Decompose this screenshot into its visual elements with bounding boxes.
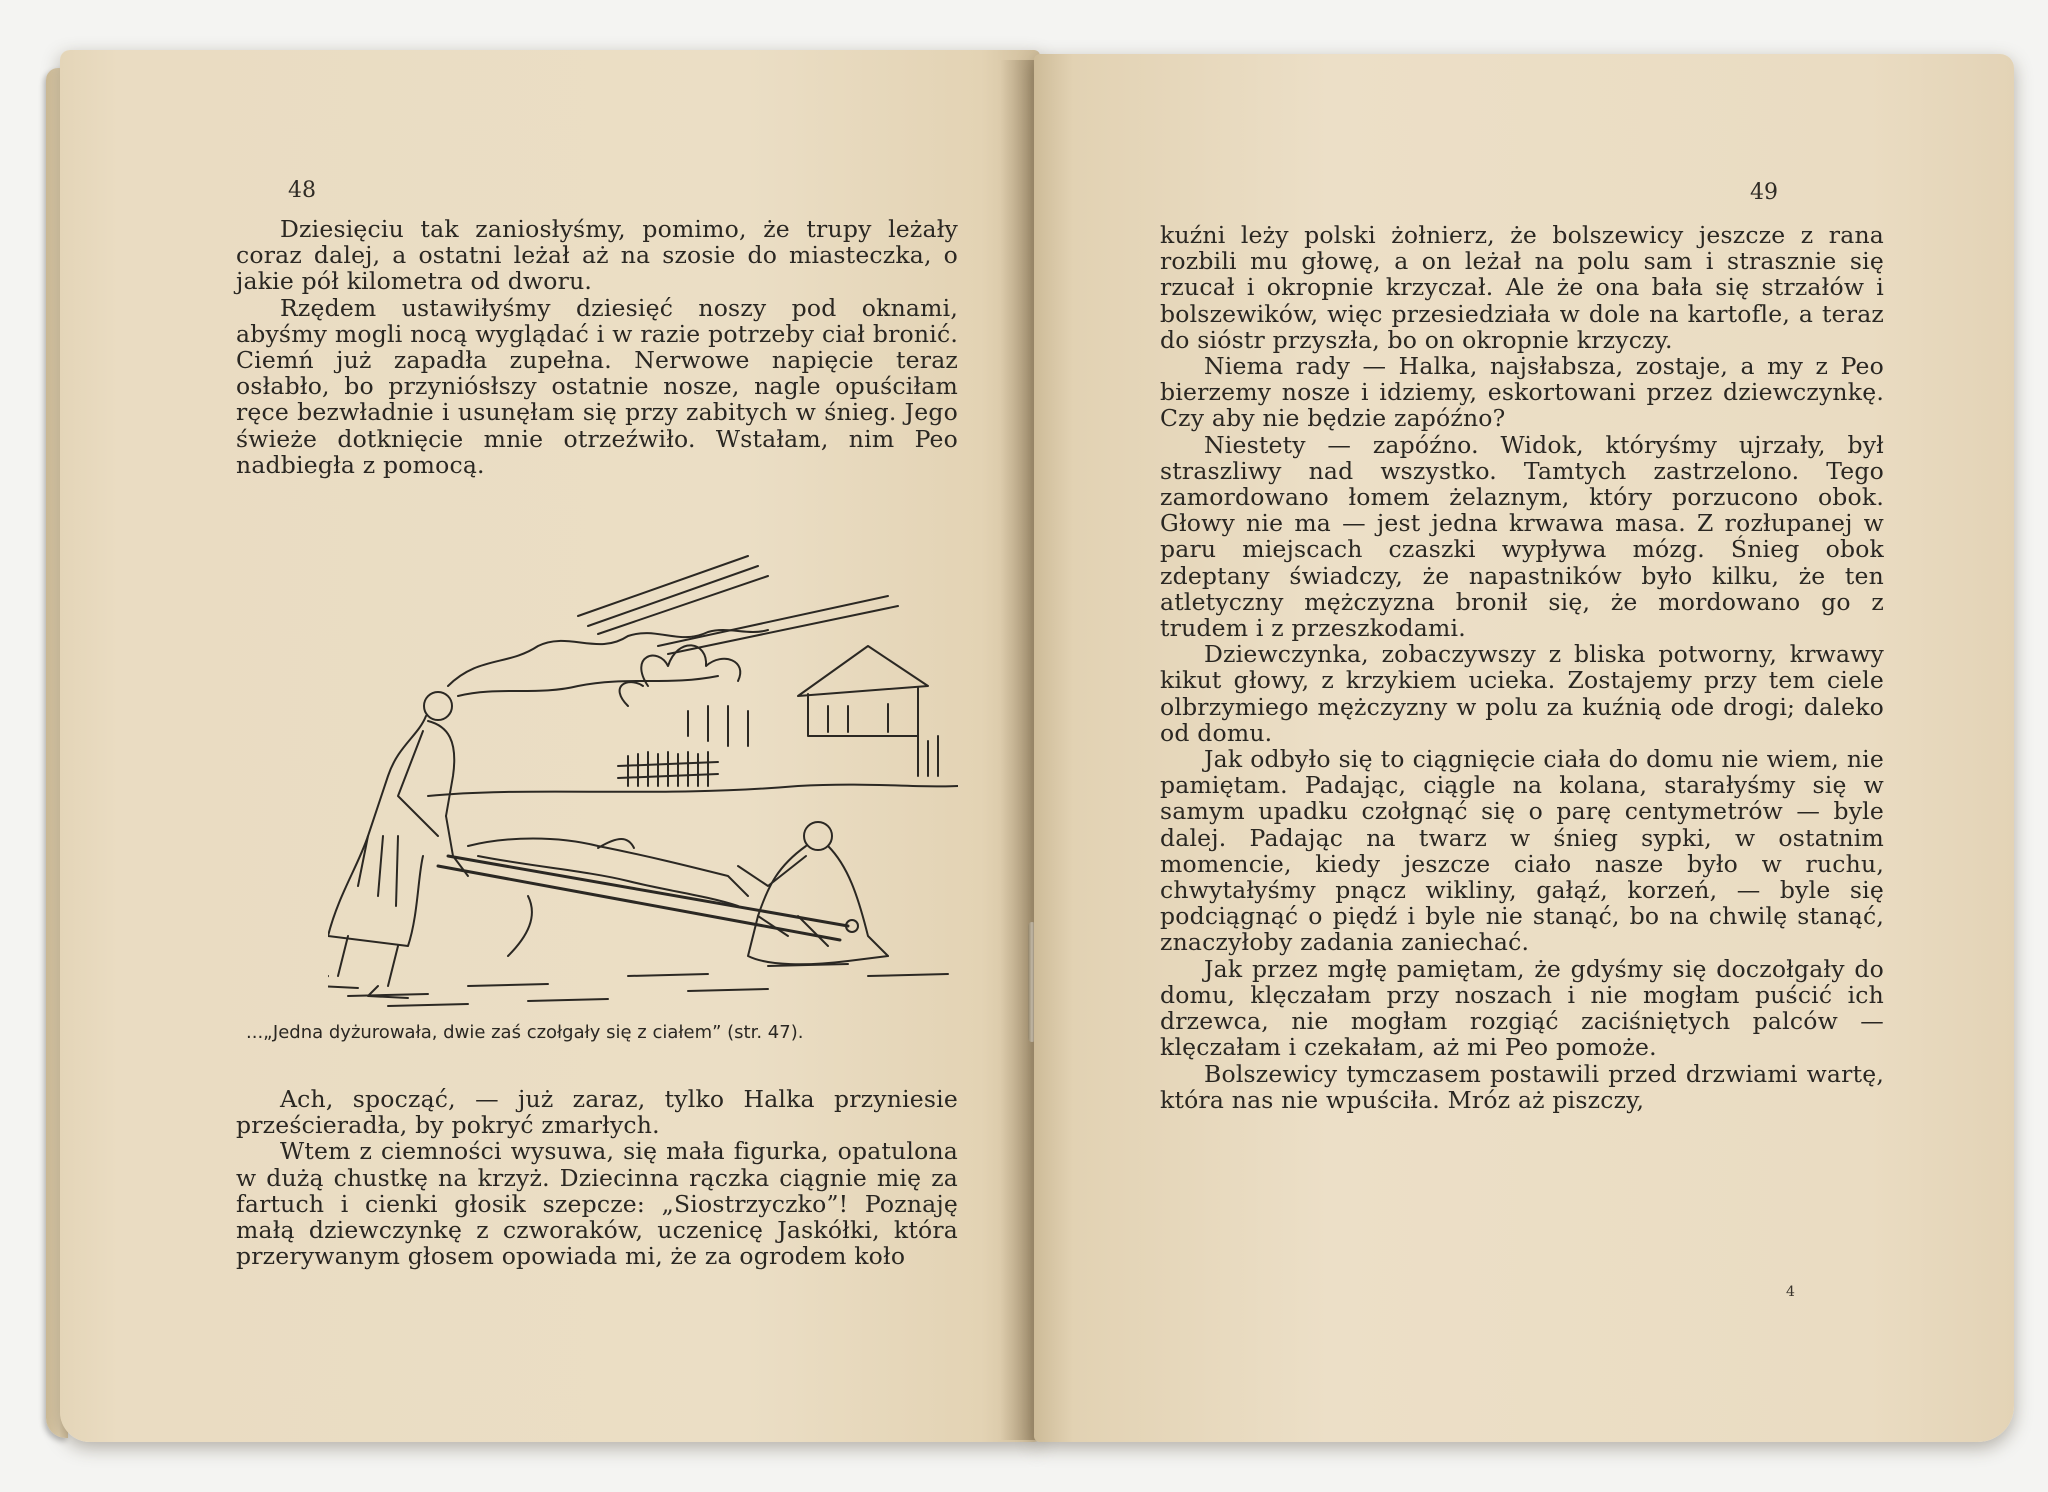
page-number-right: 49 <box>1750 180 1778 205</box>
signature-mark: 4 <box>1786 1284 1795 1300</box>
paragraph: Dziesięciu tak zaniosłyśmy, pomimo, że trupy leżały coraz dalej, a ostatni leżał aż na szosie do miasteczka, o jakie pół kilometra od dworu. <box>236 215 958 296</box>
left-top-text <box>236 216 958 478</box>
paragraph: Jak odbyło się to ciągnięcie ciała do domu nie wiem, nie pamiętam. Padając, ciągle na kolana, starałyśmy się w samym upadku czołgnąć się o parę centymetrów — byle dalej. Padając na twarz w śnieg sypki, w ostatnim momencie, kiedy jeszcze ciało nasze było w ruchu, chwytałyśmy pnącz wikliny, gałąź, korzeń, — byle się podciągnąć o piędź i byle nie stanąć, bo na chwilę stanąć, znaczyłoby zadania zaniechać. <box>1160 745 1884 957</box>
right-text <box>1160 222 1884 1113</box>
paragraph: Wtem z ciemności wysuwa, się mała figurka, opatulona w dużą chustkę na krzyż. Dziecinna rączka ciągnie mię za fartuch i cienki głosik szepcze: „Siostrzyczko”! Poznaję małą dziewczynkę z czworaków, uczenicę Jaskółki, która przerywanym głosem opowiada mi, że za ogrodem koło <box>236 1137 958 1271</box>
paragraph: kuźni leży polski żołnierz, że bolszewicy jeszcze z rana rozbili mu głowę, a on leżał na polu sam i strasznie się rzucał i okropnie krzyczał. Ale że ona bała się strzałów i bolszewików, więc przesiedziała w dole na kartofle, a teraz do sióstr przyszła, bo on okropnie krzyczy. <box>1160 221 1884 354</box>
paragraph: Niestety — zapóźno. Widok, któryśmy ujrzały, był straszliwy nad wszystko. Tamtych zastrzelono. Tego zamordowano łomem żelaznym, który porzucono obok. Głowy nie ma — jest jedna krwawa masa. Z rozłupanej w paru miejscach czaszki wypływa mózg. Śnieg obok zdeptany świadczy, że napastników było kilku, że ten atletyczny mężczyzna bronił się, że mordowano go z trudem i z przeszkodami. <box>1160 430 1884 643</box>
paragraph: Bolszewicy tymczasem postawili przed drzwiami wartę, która nas nie wpuściła. Mróz aż piszczy, <box>1160 1059 1884 1114</box>
paragraph: Niema rady — Halka, najsłabsza, zostaje, a my z Peo bierzemy nosze i idziemy, eskortowani przez dziewczynkę. Czy aby nie będzie zapóźno? <box>1160 352 1884 433</box>
illustration-caption: ...„Jedna dyżurowała, dwie zaś czołgały się z ciałem” (str. 47). <box>246 1022 804 1043</box>
paragraph: Jak przez mgłę pamiętam, że gdyśmy się doczołgały do domu, klęczałam przy noszach i nie mogłam puścić ich drzewca, nie mogłam rozgiąć zaciśniętych palców — klęczałam i czekałam, aż mi Peo pomoże. <box>1160 954 1884 1062</box>
page-number-left: 48 <box>288 178 316 203</box>
stretcher-illustration <box>328 536 958 1016</box>
left-page <box>60 50 1040 1442</box>
paragraph: Dziewczynka, zobaczywszy z bliska potworny, krwawy kikut głowy, z krzykiem ucieka. Zostajemy przy tem ciele olbrzymiego mężczyzny w polu za kuźnią ode drogi; daleko od domu. <box>1160 640 1884 747</box>
left-bottom-text <box>236 1086 958 1269</box>
paragraph: Ach, spocząć, — już zaraz, tylko Halka przyniesie prześcieradła, by pokryć zmarłych. <box>236 1085 958 1140</box>
paragraph: Rzędem ustawiłyśmy dziesięć noszy pod oknami, abyśmy mogli nocą wyglądać i w razie potrzeby ciał bronić. Ciemń już zapadła zupełna. Nerwowe napięcie teraz osłabło, bo przyniósłszy ostatnie nosze, nagle opuściłam ręce bezwładnie i usunęłam się przy zabitych w śnieg. Jego świeże dotknięcie mnie otrzeźwiło. Wstałam, nim Peo nadbiegła z pomocą. <box>236 293 958 479</box>
right-page <box>1034 54 2014 1442</box>
